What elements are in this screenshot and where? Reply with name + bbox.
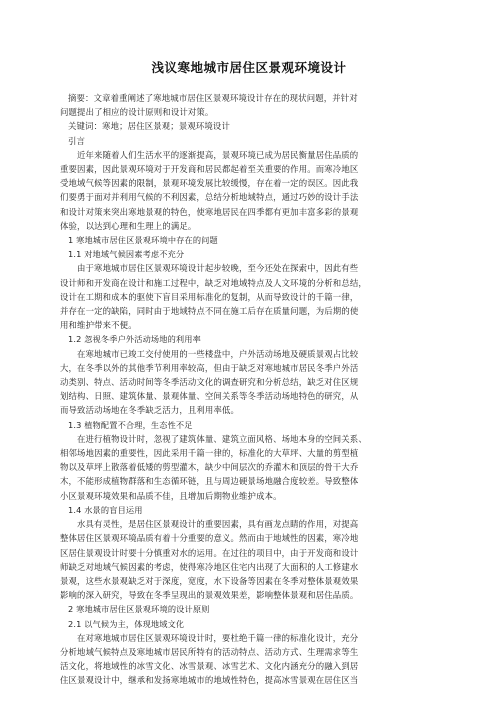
paragraph-1-3 — [60, 432, 438, 503]
text-line: 住区景观设计中，继承和发扬寒地城市的地域性特色，提高冰雪景观在居住区当 — [60, 675, 359, 686]
subsection-heading: 1.2 忽视冬季户外活动场地的利用率 — [68, 334, 201, 345]
text-line: 而导致活动场地在冬季缺乏活力，且利用率低。 — [60, 405, 240, 416]
paragraph-1-2 — [60, 347, 438, 418]
text-line: 用和维护带来不便。 — [60, 320, 137, 331]
subsection-heading: 1.3 植物配置不合理，生态性不足 — [68, 419, 193, 430]
text-line: 体验，以达到心理和生理上的满足。 — [60, 220, 197, 231]
text-line: 分析地域气候特点及寒地城市居民所特有的活动特点、活动方式、生理需求等生 — [60, 646, 359, 657]
abstract-line: 问题提出了相应的设计原则和设计对策。 — [60, 107, 214, 118]
section-heading: 引言 — [68, 135, 86, 146]
text-line: 在寒地城市已竣工交付使用的一些楼盘中，户外活动场地及硬质景观占比较 — [77, 348, 359, 359]
text-line: 重要因素，因此景观环境对于开发商和居民都起着至关重要的作用。而寒冷地区 — [60, 164, 359, 175]
text-line: 活文化，将地域性的冰雪文化、冰雪景观、冰雪艺术、文化内涵充分的融入到居 — [60, 661, 359, 672]
text-line: 整体居住区景观环境品质有着十分重要的意义。然而由于地域性的因素，寒冷地 — [60, 533, 359, 544]
text-line: 景观，这些水景观缺乏对于深度，宽度，水下设备等因素在冬季对整体景观效果 — [60, 575, 359, 586]
text-line: 划结构、日照、建筑体量、景观体量、空间关系等冬季活动场地特色的研究，从 — [60, 391, 359, 402]
text-line: 和设计对策来突出寒地景观的特色，使寒地居民在四季都有更加丰富多彩的景观 — [60, 206, 359, 217]
keywords: 关键词：寒地；居住区景观；景观环境设计 — [68, 121, 230, 132]
text-line: 们要勇于面对并利用气候的不利因素，总结分析地域特点，通过巧妙的设计手法 — [60, 192, 359, 203]
text-line: 水具有灵性，是居住区景观设计的重要因素，具有画龙点睛的作用，对提高 — [77, 519, 359, 530]
paragraph-1-4 — [60, 517, 438, 602]
section-heading: 2 寒地城市居住区景观环境的设计原则 — [68, 604, 210, 615]
text-line: 木，不能形成植物群落和生态循环链，且与周边硬景场地融合度较差。导致整体 — [60, 476, 359, 487]
text-line: 在进行植物设计时，忽视了建筑体量、建筑立面风格、场地本身的空间关系、 — [77, 433, 367, 444]
text-line: 相邻场地因素的重要性，因此采用千篇一律的，标准化的大草坪、大量的剪型植 — [60, 448, 359, 459]
subsection-heading: 1.4 水景的盲目运用 — [68, 504, 143, 515]
section-heading: 1 寒地城市居住区景观环境中存在的问题 — [68, 235, 218, 246]
document-page — [60, 58, 438, 688]
text-line: 影响的深入研究，导致在冬季呈现出的景观效果差，影响整体景观和居住品质。 — [60, 590, 359, 601]
text-line: 由于寒地城市居住区景观环境设计起步较晚，至今还处在探索中，因此有些 — [77, 263, 359, 274]
abstract-line: 摘要：文章着重阐述了寒地城市居住区景观环境设计存在的现状问题，并针对 — [68, 93, 358, 103]
text-line: 并存在一定的缺陷，同时由于地域特点不同在施工后存在质量问题，为后期的使 — [60, 306, 359, 317]
text-line: 大，在冬季以外的其他季节利用率较高，但由于缺乏对寒地城市居民冬季户外活 — [60, 362, 359, 373]
text-line: 近年来随着人们生活水平的逐渐提高，景观环境已成为居民衡量居住品质的 — [77, 149, 359, 160]
paragraph-1-1 — [60, 261, 438, 332]
text-line: 设计师和开发商在设计和施工过程中，缺乏对地域特点及人文环境的分析和总结， — [60, 277, 367, 288]
text-line: 小区景观环境效果和品质不佳，且增加后期物业维护成本。 — [60, 490, 282, 501]
page-title: 浅议寒地城市居住区景观环境设计 — [151, 60, 347, 75]
text-line: 在对寒地城市居住区景观环境设计时，要杜绝千篇一律的标准化设计，充分 — [77, 632, 359, 643]
paragraph-2-1 — [60, 631, 438, 688]
text-line: 师缺乏对地域气候因素的考虑，使得寒冷地区住宅内出现了大面积的人工修建水 — [60, 561, 359, 572]
text-line: 设计在工期和成本的驱使下盲目采用标准化的复制，从而导致设计的千篇一律， — [60, 291, 359, 302]
text-line: 区居住景观设计时要十分慎重对水的运用。在过往的项目中，由于开发商和设计 — [60, 547, 359, 558]
text-line: 受地域气候等因素的限制，景观环境发展比较缓慢，存在着一定的误区。因此我 — [60, 178, 359, 189]
paragraph-intro — [60, 148, 438, 233]
text-line: 动类别、特点、活动时间等冬季活动文化的调查研究和分析总结，缺乏对住区规 — [60, 377, 359, 388]
subsection-heading: 1.1 对地域气候因素考虑不充分 — [68, 249, 185, 260]
text-line: 物以及草坪上散落着低矮的剪型灌木，缺少中间层次的乔灌木和顶层的骨干大乔 — [60, 462, 359, 473]
subsection-heading: 2.1 以气候为主，体现地域文化 — [68, 618, 185, 629]
